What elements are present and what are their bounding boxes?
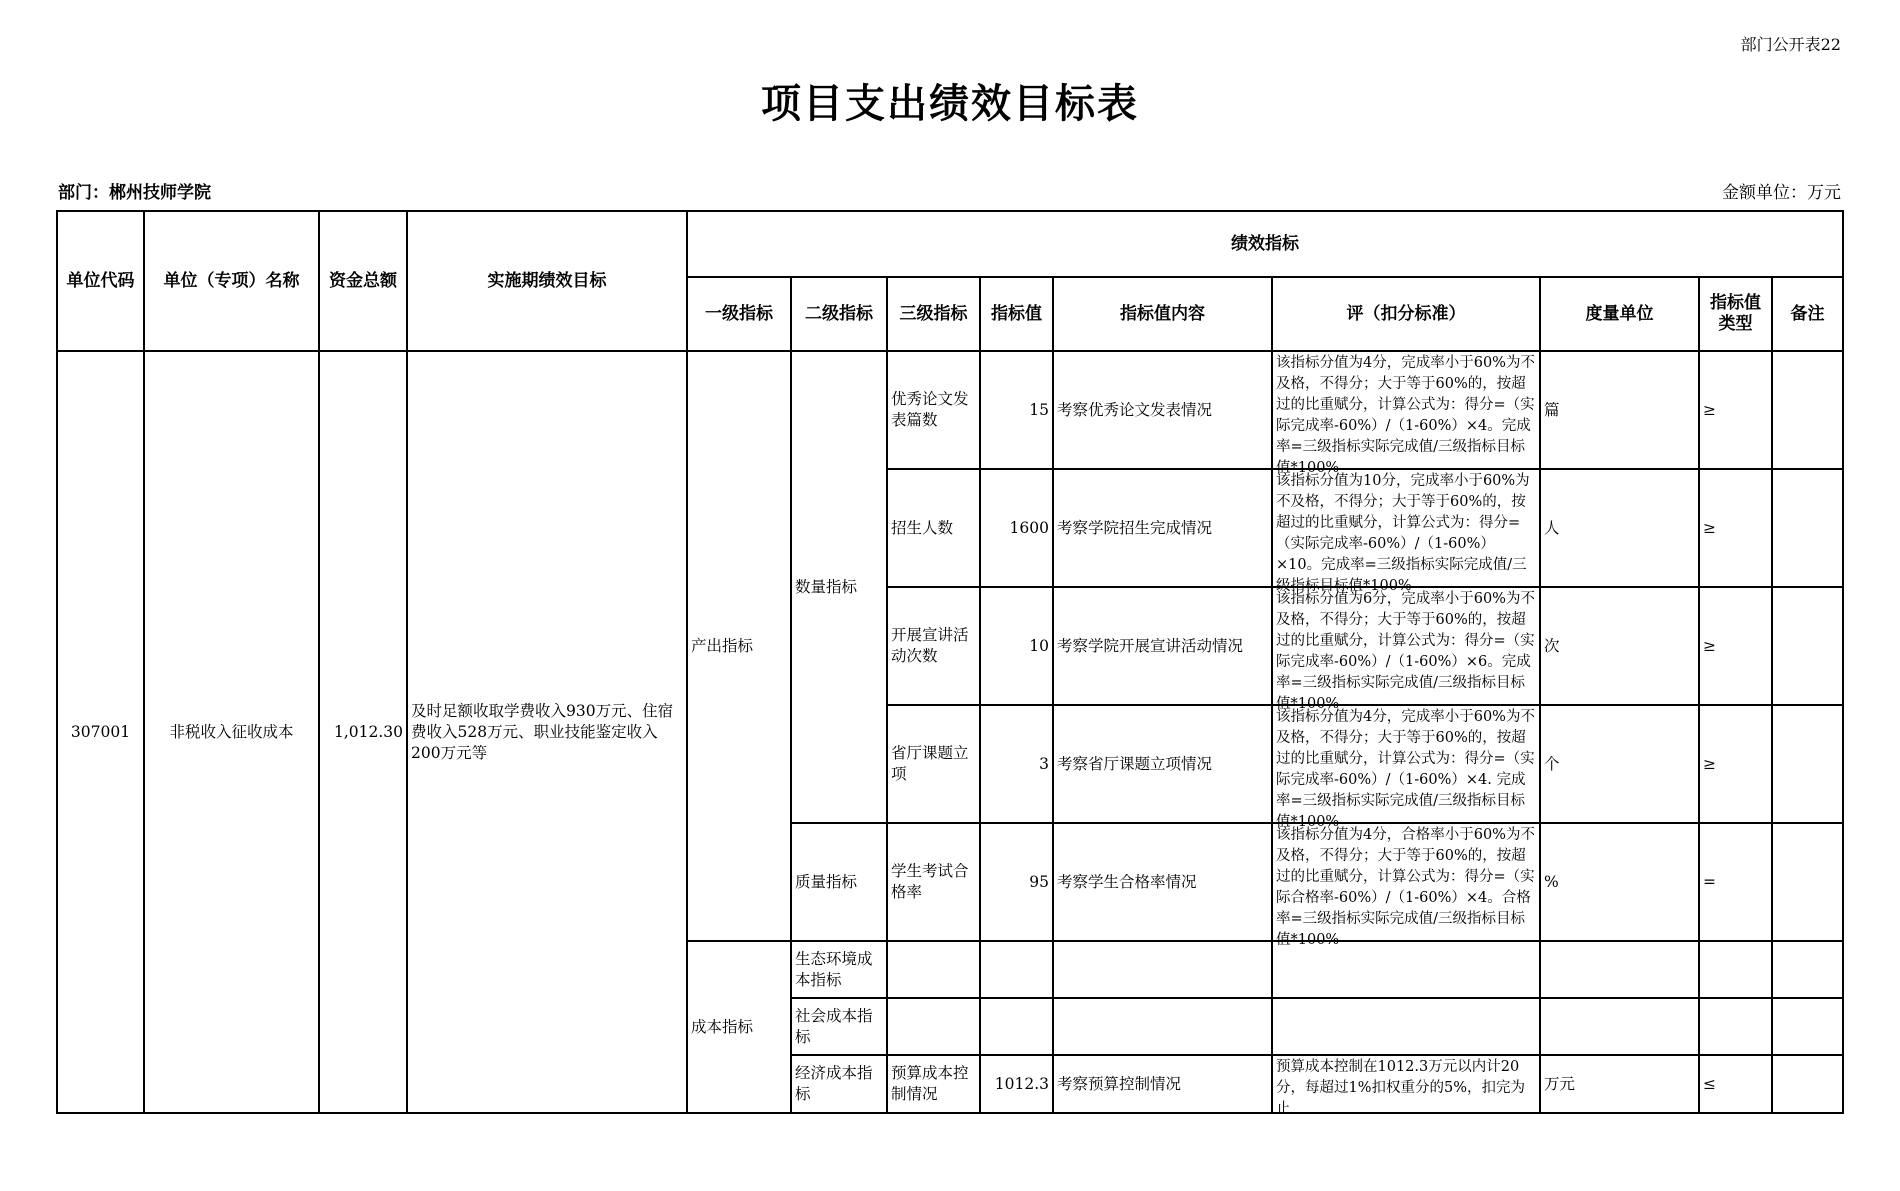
table-row — [57, 351, 1843, 469]
remark-cell — [1772, 823, 1843, 941]
department-label: 部门：郴州技师学院 — [58, 183, 211, 203]
remark-cell — [1772, 941, 1843, 998]
value-content-cell: 考察学院招生完成情况 — [1053, 469, 1272, 587]
level2-eco-cost-cell: 生态环境成本指标 — [791, 941, 887, 998]
level2-econ-cost-cell: 经济成本指标 — [791, 1055, 887, 1113]
scoring-cell — [1272, 823, 1540, 948]
measure-unit-cell: 次 — [1540, 587, 1699, 705]
value-type-cell: ≥ — [1699, 705, 1772, 823]
unit-name-cell: 非税收入征收成本 — [144, 351, 319, 1113]
performance-table — [56, 210, 1844, 1117]
header-value-type: 指标值类型 — [1699, 277, 1772, 351]
header-measure-unit: 度量单位 — [1540, 277, 1699, 351]
value-content-cell — [1053, 941, 1272, 998]
scoring-cell — [1272, 998, 1540, 1055]
indicator-value-cell — [980, 941, 1053, 998]
unit-code-cell: 307001 — [57, 351, 144, 1113]
measure-unit-cell: % — [1540, 823, 1699, 941]
indicator-value-cell: 1012.3 — [980, 1055, 1053, 1113]
scoring-text: 该指标分值为6分，完成率小于60%为不及格，不得分；大于等于60%的，按超过的比重赋分，计算公式为：得分=（实际完成率-60%）/（1-60%）×6。完成率=三级指标实际完成值/三级指标目标值*100% — [1276, 591, 1535, 712]
value-type-cell: ≤ — [1699, 1055, 1772, 1113]
value-type-cell: = — [1699, 823, 1772, 941]
remark-cell — [1772, 469, 1843, 587]
scoring-text: 该指标分值为4分，完成率小于60%为不及格，不得分；大于等于60%的，按超过的比重赋分，计算公式为：得分=（实际完成率-60%）/（1-60%）×4. 完成率=三级指标实际完成值/三级指标目标值*100% — [1276, 709, 1535, 830]
level3-cell: 招生人数 — [887, 469, 980, 587]
scoring-cell — [1272, 1055, 1540, 1117]
value-content-cell: 考察预算控制情况 — [1053, 1055, 1272, 1113]
value-content-cell — [1053, 998, 1272, 1055]
header-total-funds: 资金总额 — [319, 211, 407, 351]
indicator-value-cell: 1600 — [980, 469, 1053, 587]
measure-unit-cell — [1540, 941, 1699, 998]
level3-cell: 优秀论文发表篇数 — [887, 351, 980, 469]
header-unit-code: 单位代码 — [57, 211, 144, 351]
header-level2: 二级指标 — [791, 277, 887, 351]
value-type-cell — [1699, 998, 1772, 1055]
value-type-cell: ≥ — [1699, 351, 1772, 469]
level3-cell — [887, 941, 980, 998]
measure-unit-cell: 篇 — [1540, 351, 1699, 469]
scoring-cell — [1272, 705, 1540, 830]
header-level1: 一级指标 — [687, 277, 791, 351]
level3-cell: 省厅课题立项 — [887, 705, 980, 823]
header-remark: 备注 — [1772, 277, 1843, 351]
total-funds-cell: 1,012.30 — [319, 351, 407, 1113]
value-content-cell: 考察学生合格率情况 — [1053, 823, 1272, 941]
header-performance-indicators: 绩效指标 — [687, 211, 1843, 277]
scoring-text: 该指标分值为4分，合格率小于60%为不及格，不得分；大于等于60%的，按超过的比重赋分，计算公式为：得分=（实际合格率-60%）/（1-60%）×4。合格率=三级指标实际完成值/三级指标目标值*100% — [1276, 827, 1535, 948]
value-type-cell: ≥ — [1699, 587, 1772, 705]
value-type-cell: ≥ — [1699, 469, 1772, 587]
measure-unit-cell: 人 — [1540, 469, 1699, 587]
level3-cell — [887, 998, 980, 1055]
remark-cell — [1772, 587, 1843, 705]
measure-unit-cell: 个 — [1540, 705, 1699, 823]
remark-cell — [1772, 705, 1843, 823]
value-content-cell: 考察优秀论文发表情况 — [1053, 351, 1272, 469]
amount-unit-label: 金额单位：万元 — [1722, 183, 1841, 203]
scoring-cell — [1272, 587, 1540, 712]
indicator-value-cell: 95 — [980, 823, 1053, 941]
measure-unit-cell: 万元 — [1540, 1055, 1699, 1113]
level2-social-cost-cell: 社会成本指标 — [791, 998, 887, 1055]
level3-cell: 学生考试合格率 — [887, 823, 980, 941]
value-content-cell: 考察学院开展宣讲活动情况 — [1053, 587, 1272, 705]
header-level3: 三级指标 — [887, 277, 980, 351]
scoring-text: 预算成本控制在1012.3万元以内计20分，每超过1%扣权重分的5%，扣完为止 — [1276, 1059, 1526, 1117]
indicator-value-cell — [980, 998, 1053, 1055]
level3-cell: 预算成本控制情况 — [887, 1055, 980, 1113]
scoring-cell — [1272, 469, 1540, 594]
header-period-goal: 实施期绩效目标 — [407, 211, 687, 351]
indicator-value-cell: 3 — [980, 705, 1053, 823]
measure-unit-cell — [1540, 998, 1699, 1055]
scoring-text: 该指标分值为4分，完成率小于60%为不及格，不得分；大于等于60%的，按超过的比重赋分，计算公式为：得分=（实际完成率-60%）/（1-60%）×4。完成率=三级指标实际完成值/三级指标目标值*100% — [1276, 355, 1535, 476]
remark-cell — [1772, 351, 1843, 469]
header-scoring: 评（扣分标准） — [1272, 277, 1540, 351]
indicator-value-cell: 15 — [980, 351, 1053, 469]
scoring-text: 该指标分值为10分，完成率小于60%为不及格，不得分；大于等于60%的，按超过的比重赋分，计算公式为：得分=（实际完成率-60%）/（1-60%）×10。完成率=三级指标实际完成值/三级指标目标值*100% — [1276, 473, 1530, 594]
period-goal-cell: 及时足额收取学费收入930万元、住宿费收入528万元、职业技能鉴定收入200万元等 — [407, 351, 687, 1113]
header-value-content: 指标值内容 — [1053, 277, 1272, 351]
level2-quantity-cell: 数量指标 — [791, 351, 887, 823]
level3-cell: 开展宣讲活动次数 — [887, 587, 980, 705]
header-indicator-value: 指标值 — [980, 277, 1053, 351]
level2-quality-cell: 质量指标 — [791, 823, 887, 941]
level1-cost-cell: 成本指标 — [687, 941, 791, 1113]
scoring-cell — [1272, 351, 1540, 476]
remark-cell — [1772, 998, 1843, 1055]
value-type-cell — [1699, 941, 1772, 998]
value-content-cell: 考察省厅课题立项情况 — [1053, 705, 1272, 823]
remark-cell — [1772, 1055, 1843, 1113]
level1-output-cell: 产出指标 — [687, 351, 791, 941]
table-number: 部门公开表22 — [1740, 35, 1841, 54]
indicator-value-cell: 10 — [980, 587, 1053, 705]
header-unit-name: 单位（专项）名称 — [144, 211, 319, 351]
page-title: 项目支出绩效目标表 — [761, 80, 1139, 127]
